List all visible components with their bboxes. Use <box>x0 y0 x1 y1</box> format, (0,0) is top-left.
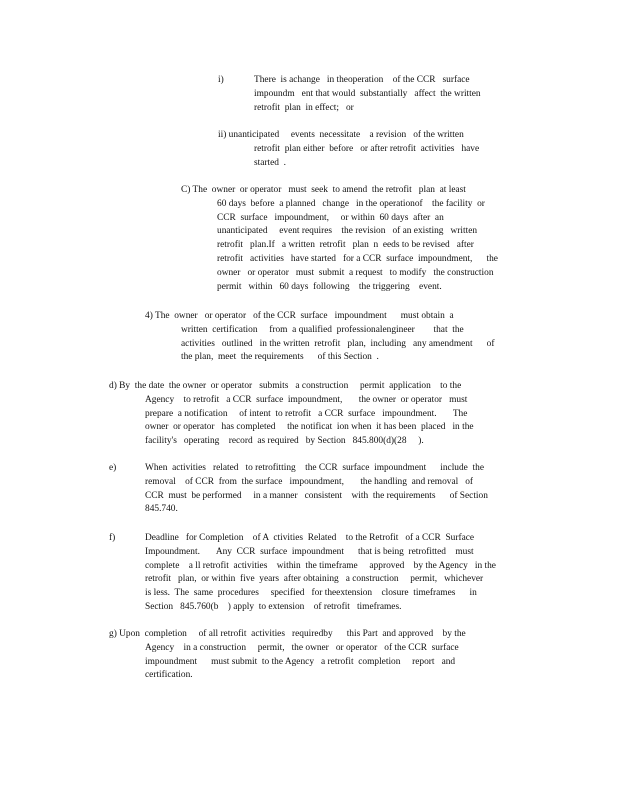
text-line: owner or operator has completed the notificat ion when it has been placed in the <box>145 422 474 433</box>
text-line: retrofit plan in effect; or <box>254 102 354 113</box>
text-line: retrofit activities have started for a CCR surface impoundment, the <box>217 253 498 264</box>
item-f-marker: f) <box>109 533 116 543</box>
text-line: 845.740. <box>145 504 178 515</box>
text-line: 4) The owner or operator of the CCR surface impoundment must obtain a <box>145 311 454 321</box>
text-line: impoundment must submit to the Agency a retrofit completion report and <box>145 656 456 667</box>
text-line: started . <box>254 157 287 168</box>
text-line: d) By the date the owner or operator submits a construction permit application to the <box>109 381 462 391</box>
text-line: complete a ll retrofit activities within the timeframe approved by the Agency in the <box>145 560 496 571</box>
item-d <box>109 380 549 449</box>
text-line: facility's operating record as required by Section 845.800(d)(28 ). <box>145 436 424 447</box>
text-line: retrofit plan either before or after retrofit activities have <box>254 143 480 154</box>
text-line: 60 days before a planned change in the operationof the facility or <box>217 198 485 209</box>
item-ii <box>218 129 518 170</box>
text-line: unanticipated event requires the revision of an existing written <box>217 226 478 237</box>
item-g <box>109 628 529 683</box>
text-line: impoundm ent that would substantially affect the written <box>254 88 481 99</box>
text-line: g) Upon completion of all retrofit activities requiredby this Part and approved by the <box>109 629 466 639</box>
item-c <box>181 184 541 294</box>
text-line: Agency to retrofit a CCR surface impoundment, the owner or operator must <box>145 394 468 405</box>
text-line: certification. <box>145 670 193 681</box>
item-4 <box>145 310 545 365</box>
text-line: There is achange in theoperation of the CCR surface <box>254 75 470 85</box>
text-line: Deadline for Completion of A ctivities Related to the Retrofit of a CCR Surface <box>145 533 475 543</box>
text-line: prepare a notification of intent to retrofit a CCR surface impoundment. The <box>145 408 468 419</box>
text-line: activities outlined in the written retrofit plan, including any amendment of <box>181 338 495 349</box>
item-e-marker: e) <box>109 463 117 473</box>
text-line: ii) unanticipated events necessitate a revision of the written <box>218 130 464 140</box>
text-line: Section 845.760(b ) apply to extension of retrofit timeframes. <box>145 601 402 612</box>
text-line: removal of CCR from the surface impoundment, the handling and removal of <box>145 476 474 487</box>
text-line: permit within 60 days following the triggering event. <box>217 281 442 292</box>
text-line: retrofit plan, or within five years after obtaining a construction permit, whichever <box>145 574 484 585</box>
text-line: CCR must be performed in a manner consistent with the requirements of Section <box>145 490 488 501</box>
text-line: Agency in a construction permit, the owner or operator of the CCR surface <box>145 642 459 653</box>
item-e-text <box>145 462 540 517</box>
text-line: owner or operator must submit a request to modify the construction <box>217 267 494 278</box>
text-line: CCR surface impoundment, or within 60 days after an <box>217 212 444 223</box>
text-line: written certification from a qualified professionalengineer that the <box>181 324 464 335</box>
item-i-marker: i) <box>218 75 224 85</box>
text-line: retrofit plan.If a written retrofit plan n eeds to be revised after <box>217 240 474 251</box>
text-line: Impoundment. Any CCR surface impoundment that is being retrofitted must <box>145 546 474 557</box>
text-line: is less. The same procedures specified for theextension closure timeframes in <box>145 588 477 599</box>
text-line: C) The owner or operator must seek to amend the retrofit plan at least <box>181 185 466 195</box>
text-line: the plan, meet the requirements of this Section . <box>181 352 379 363</box>
item-i-text <box>254 74 520 115</box>
text-line: When activities related to retrofitting the CCR surface impoundment include the <box>145 463 484 473</box>
item-f-text <box>145 532 545 615</box>
